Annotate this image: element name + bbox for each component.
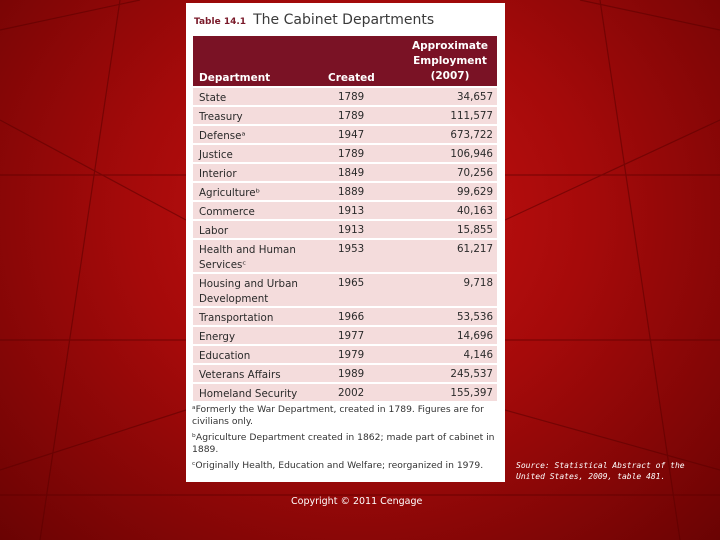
cell-employment: 155,397 bbox=[450, 387, 493, 399]
cell-department: Health and Human Servicesᶜ bbox=[199, 244, 296, 271]
table-row bbox=[193, 274, 497, 306]
cell-employment: 111,577 bbox=[450, 110, 493, 122]
cell-created: 1889 bbox=[338, 186, 365, 198]
cell-employment: 53,536 bbox=[456, 311, 493, 323]
cell-employment: 673,722 bbox=[450, 129, 493, 141]
footnote-c: ᶜOriginally Health, Education and Welfare; reorganized in 1979. bbox=[192, 460, 484, 471]
source-citation bbox=[516, 460, 696, 482]
cell-employment: 61,217 bbox=[456, 243, 493, 255]
footnote-a: ᵃFormerly the War Department, created in 1789. Figures are for civilians only. bbox=[192, 404, 484, 427]
table-row bbox=[193, 202, 497, 219]
cell-department: Labor bbox=[199, 225, 229, 237]
table-row bbox=[193, 308, 497, 325]
table-row bbox=[193, 88, 497, 105]
table-footnotes bbox=[192, 404, 498, 477]
cell-employment: 15,855 bbox=[456, 224, 493, 236]
cell-department: Homeland Security bbox=[199, 388, 298, 400]
header-employment-line2: Employment bbox=[413, 55, 487, 67]
cell-employment: 14,696 bbox=[456, 330, 493, 342]
table-row bbox=[193, 107, 497, 124]
cell-department: Interior bbox=[199, 168, 237, 180]
cell-department: Defenseᵃ bbox=[199, 130, 246, 142]
cell-created: 1913 bbox=[338, 205, 365, 217]
header-created: Created bbox=[328, 72, 375, 84]
cell-employment: 34,657 bbox=[456, 91, 493, 103]
source-line-1: Source: Statistical Abstract of the bbox=[516, 461, 685, 470]
table-row bbox=[193, 384, 497, 401]
table-row bbox=[193, 183, 497, 200]
header-employment-line1: Approximate bbox=[411, 40, 489, 52]
cabinet-table bbox=[193, 36, 497, 401]
cell-department: State bbox=[199, 92, 227, 104]
table-row bbox=[193, 365, 497, 382]
cell-created: 1913 bbox=[338, 224, 365, 236]
cell-department: Education bbox=[199, 350, 251, 362]
cell-created: 1953 bbox=[338, 243, 365, 255]
cell-employment: 70,256 bbox=[456, 167, 493, 179]
cell-department: Justice bbox=[199, 149, 233, 161]
copyright-notice: Copyright © 2011 Cengage bbox=[291, 496, 423, 507]
cell-department: Energy bbox=[199, 331, 236, 343]
table-label: Table 14.1 bbox=[194, 17, 247, 27]
header-employment-line3: (2007) bbox=[430, 70, 470, 82]
cell-created: 1977 bbox=[338, 330, 365, 342]
table-header bbox=[193, 36, 497, 86]
cell-employment: 99,629 bbox=[456, 186, 493, 198]
cell-department: Transportation bbox=[199, 312, 274, 324]
cell-department: Commerce bbox=[199, 206, 255, 218]
table-row bbox=[193, 346, 497, 363]
cell-created: 1947 bbox=[338, 129, 365, 141]
cell-created: 1965 bbox=[338, 277, 365, 289]
table-panel bbox=[186, 3, 505, 482]
cell-employment: 4,146 bbox=[463, 349, 493, 361]
table-row bbox=[193, 145, 497, 162]
cell-created: 1789 bbox=[338, 91, 365, 103]
cell-employment: 245,537 bbox=[450, 368, 493, 380]
table-row bbox=[193, 327, 497, 344]
cell-department: Veterans Affairs bbox=[199, 369, 281, 381]
cell-created: 1966 bbox=[338, 311, 365, 323]
table-title bbox=[194, 9, 434, 28]
cell-employment: 106,946 bbox=[450, 148, 493, 160]
table-row bbox=[193, 164, 497, 181]
cell-created: 1849 bbox=[338, 167, 365, 179]
cell-created: 1789 bbox=[338, 110, 365, 122]
cell-department: Treasury bbox=[199, 111, 243, 123]
header-employment bbox=[408, 39, 492, 84]
cell-department: Housing and Urban Development bbox=[199, 278, 298, 305]
cell-employment: 9,718 bbox=[463, 277, 493, 289]
header-department: Department bbox=[199, 72, 271, 84]
cell-department: Agricultureᵇ bbox=[199, 187, 261, 199]
cell-employment: 40,163 bbox=[456, 205, 493, 217]
source-line-2: United States, 2009, table 481. bbox=[516, 472, 666, 481]
table-title-text: The Cabinet Departments bbox=[253, 12, 435, 28]
cell-created: 1789 bbox=[338, 148, 365, 160]
table-row bbox=[193, 221, 497, 238]
cell-created: 1979 bbox=[338, 349, 365, 361]
footnote-b: ᵇAgriculture Department created in 1862; made part of cabinet in 1889. bbox=[192, 432, 495, 455]
cell-created: 2002 bbox=[338, 387, 365, 399]
cell-created: 1989 bbox=[338, 368, 365, 380]
table-row bbox=[193, 240, 497, 272]
table-row bbox=[193, 126, 497, 143]
